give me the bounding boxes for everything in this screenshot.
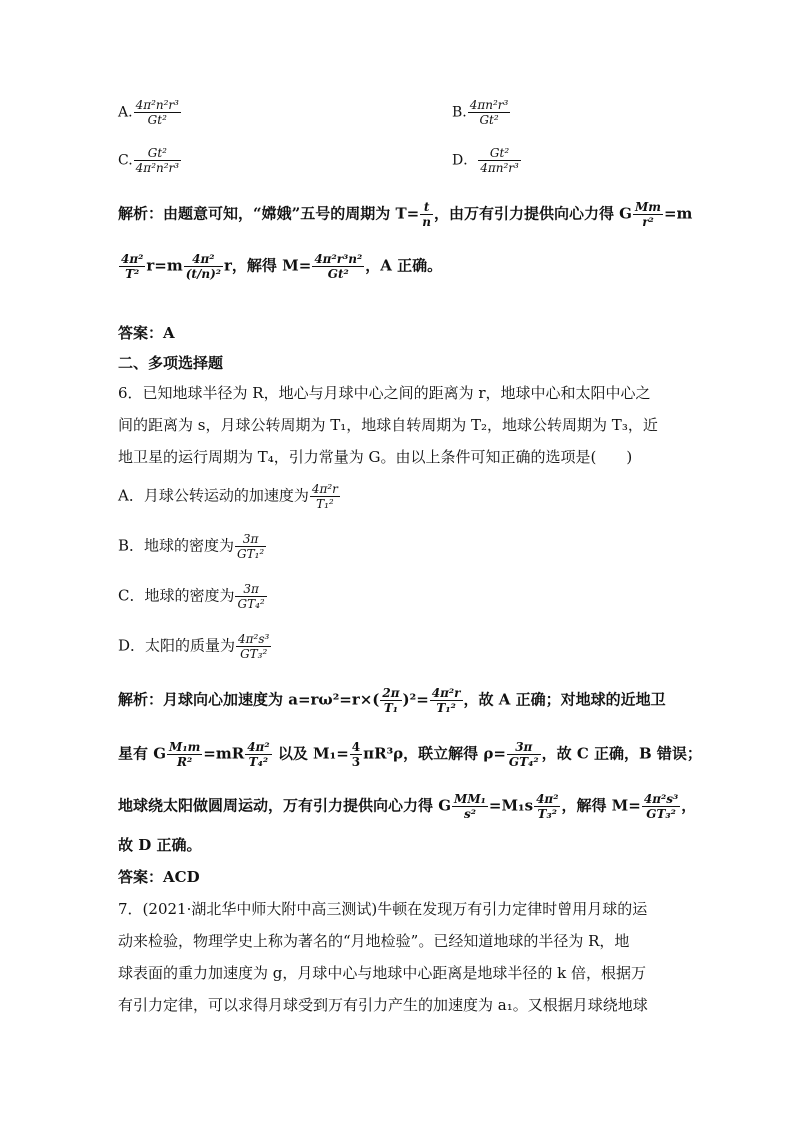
q7-stem-line1: 7．(2021·湖北华中师大附中高三测试)牛顿在发现万有引力定律时曾用月球的运 <box>118 900 648 918</box>
q6-stem-line2: 间的距离为 s，月球公转周期为 T₁，地球自转周期为 T₂，地球公转周期为 T₃，近 <box>118 416 658 434</box>
text: r=m <box>146 256 183 275</box>
denominator: 4πn²r³ <box>480 161 519 175</box>
fraction <box>642 792 680 821</box>
text: ，A 正确。 <box>365 256 443 275</box>
fraction <box>245 740 271 769</box>
denominator: Gt² <box>134 112 181 127</box>
numerator: 4 <box>351 740 361 754</box>
q6-option-a <box>118 482 341 511</box>
denominator: T₁ <box>380 700 401 715</box>
q5-option-a <box>118 98 182 127</box>
text: B．地球的密度为 <box>118 536 235 555</box>
fraction <box>119 252 145 281</box>
text: ，由万有引力提供向心力得 G <box>433 204 632 223</box>
numerator: 4π² <box>121 252 144 266</box>
denominator: T₁² <box>310 496 340 511</box>
fraction <box>312 252 364 281</box>
numerator: 3π <box>243 582 259 596</box>
numerator: 4π²r³n² <box>314 252 363 266</box>
q5-option-d <box>452 146 522 175</box>
text: 地球绕太阳做圆周运动，万有引力提供向心力得 G <box>118 796 452 815</box>
fraction <box>534 792 560 821</box>
text: 星有 G <box>118 744 167 763</box>
numerator: MM₁ <box>454 792 486 806</box>
text: A．月球公转运动的加速度为 <box>118 486 309 505</box>
fraction <box>350 740 362 769</box>
denominator: (t/n)² <box>185 267 221 281</box>
denominator: r² <box>633 214 663 229</box>
fraction <box>310 482 340 511</box>
numerator: 4π²r <box>311 482 338 496</box>
option-label: C. <box>118 152 133 169</box>
denominator: s² <box>452 806 488 821</box>
option-label: D． <box>452 152 478 169</box>
fraction <box>167 740 202 769</box>
fraction <box>478 146 521 175</box>
denominator: T₄² <box>245 754 271 769</box>
text: ，故 A 正确；对地球的近地卫 <box>463 690 666 709</box>
numerator: t <box>423 200 430 214</box>
numerator: 4π²s³ <box>238 632 270 646</box>
numerator: 4π²r <box>431 686 461 700</box>
fraction <box>235 532 266 561</box>
denominator: GT₃² <box>642 806 680 821</box>
numerator: M₁m <box>169 740 201 754</box>
numerator: 3π <box>515 740 533 754</box>
q5-solution-line1 <box>118 200 692 229</box>
denominator: T₃² <box>534 806 560 821</box>
fraction <box>380 686 401 715</box>
fraction <box>507 740 541 769</box>
section-title: 二、多项选择题 <box>118 354 224 372</box>
numerator: 4π²n²r³ <box>135 98 179 112</box>
q6-stem-line1: 6．已知地球半径为 R，地心与月球中心之间的距离为 r，地球中心和太阳中心之 <box>118 384 651 402</box>
fraction <box>134 98 181 127</box>
numerator: 2π <box>382 686 400 700</box>
denominator: n <box>422 215 431 229</box>
q6-solution-line4: 故 D 正确。 <box>118 836 202 854</box>
numerator: Gt² <box>489 146 510 160</box>
text: )²= <box>402 690 429 709</box>
q6-answer: 答案：ACD <box>118 868 200 886</box>
q5-answer: 答案：A <box>118 324 175 342</box>
text: =m <box>663 204 693 223</box>
fraction <box>633 200 663 229</box>
q5-option-b <box>452 98 511 127</box>
text: ，解得 M= <box>561 796 641 815</box>
text: πR³ρ，联立解得 ρ= <box>363 744 506 763</box>
q6-solution-line1 <box>118 686 666 715</box>
q6-stem-line3: 地卫星的运行周期为 T₄，引力常量为 G。由以上条件可知正确的选项是( ) <box>118 448 633 466</box>
denominator: GT₄² <box>237 597 265 611</box>
fraction <box>236 632 271 661</box>
fraction <box>468 98 511 127</box>
text: ，故 C 正确，B 错误； <box>541 744 702 763</box>
q6-option-b <box>118 532 267 561</box>
numerator: 4πn²r³ <box>469 98 509 112</box>
denominator: Gt² <box>468 112 511 127</box>
denominator: GT₁² <box>237 547 265 561</box>
q6-solution-line3 <box>118 792 696 821</box>
text: r，解得 M= <box>224 256 312 275</box>
q6-option-c <box>118 582 268 611</box>
denominator: T₁² <box>430 700 463 715</box>
fraction <box>134 146 181 175</box>
q6-option-d <box>118 632 272 661</box>
denominator: 3 <box>351 755 361 769</box>
denominator: GT₃² <box>236 646 271 661</box>
numerator: 3π <box>242 532 259 546</box>
q6-solution-line2 <box>118 740 702 769</box>
numerator: 4π²s³ <box>643 792 679 806</box>
numerator: 4π² <box>192 252 215 266</box>
q7-stem-line3: 球表面的重力加速度为 g，月球中心与地球中心距离是地球半径的 k 倍，根据万 <box>118 964 646 982</box>
text: ， <box>681 796 697 815</box>
option-label: B. <box>452 104 467 121</box>
text: 以及 M₁= <box>272 744 349 763</box>
numerator: 4π² <box>536 792 559 806</box>
text: D．太阳的质量为 <box>118 636 236 655</box>
q7-stem-line4: 有引力定律，可以求得月球受到万有引力产生的加速度为 a₁。又根据月球绕地球 <box>118 996 648 1014</box>
denominator: T² <box>119 266 145 281</box>
text: 解析：月球向心加速度为 a=rω²=r×( <box>118 690 380 709</box>
fraction <box>430 686 463 715</box>
q5-solution-line2 <box>118 252 442 281</box>
denominator: 4π²n²r³ <box>135 161 180 175</box>
fraction <box>184 252 223 281</box>
q7-stem-line2: 动来检验，物理学史上称为著名的“月地检验”。已经知道地球的半径为 R，地 <box>118 932 630 950</box>
denominator: Gt² <box>312 266 364 281</box>
text: =mR <box>203 744 245 763</box>
numerator: 4π² <box>247 740 270 754</box>
text: 解析：由题意可知，“嫦娥”五号的周期为 T= <box>118 204 420 223</box>
option-label: A. <box>118 104 133 121</box>
numerator: Gt² <box>147 146 167 160</box>
text: C．地球的密度为 <box>118 586 235 605</box>
numerator: Mm <box>635 200 661 214</box>
fraction <box>235 582 266 611</box>
denominator: GT₄² <box>508 755 539 769</box>
fraction <box>452 792 488 821</box>
text: =M₁s <box>488 796 534 815</box>
denominator: R² <box>167 754 202 769</box>
fraction <box>420 200 433 229</box>
q5-option-c <box>118 146 182 175</box>
